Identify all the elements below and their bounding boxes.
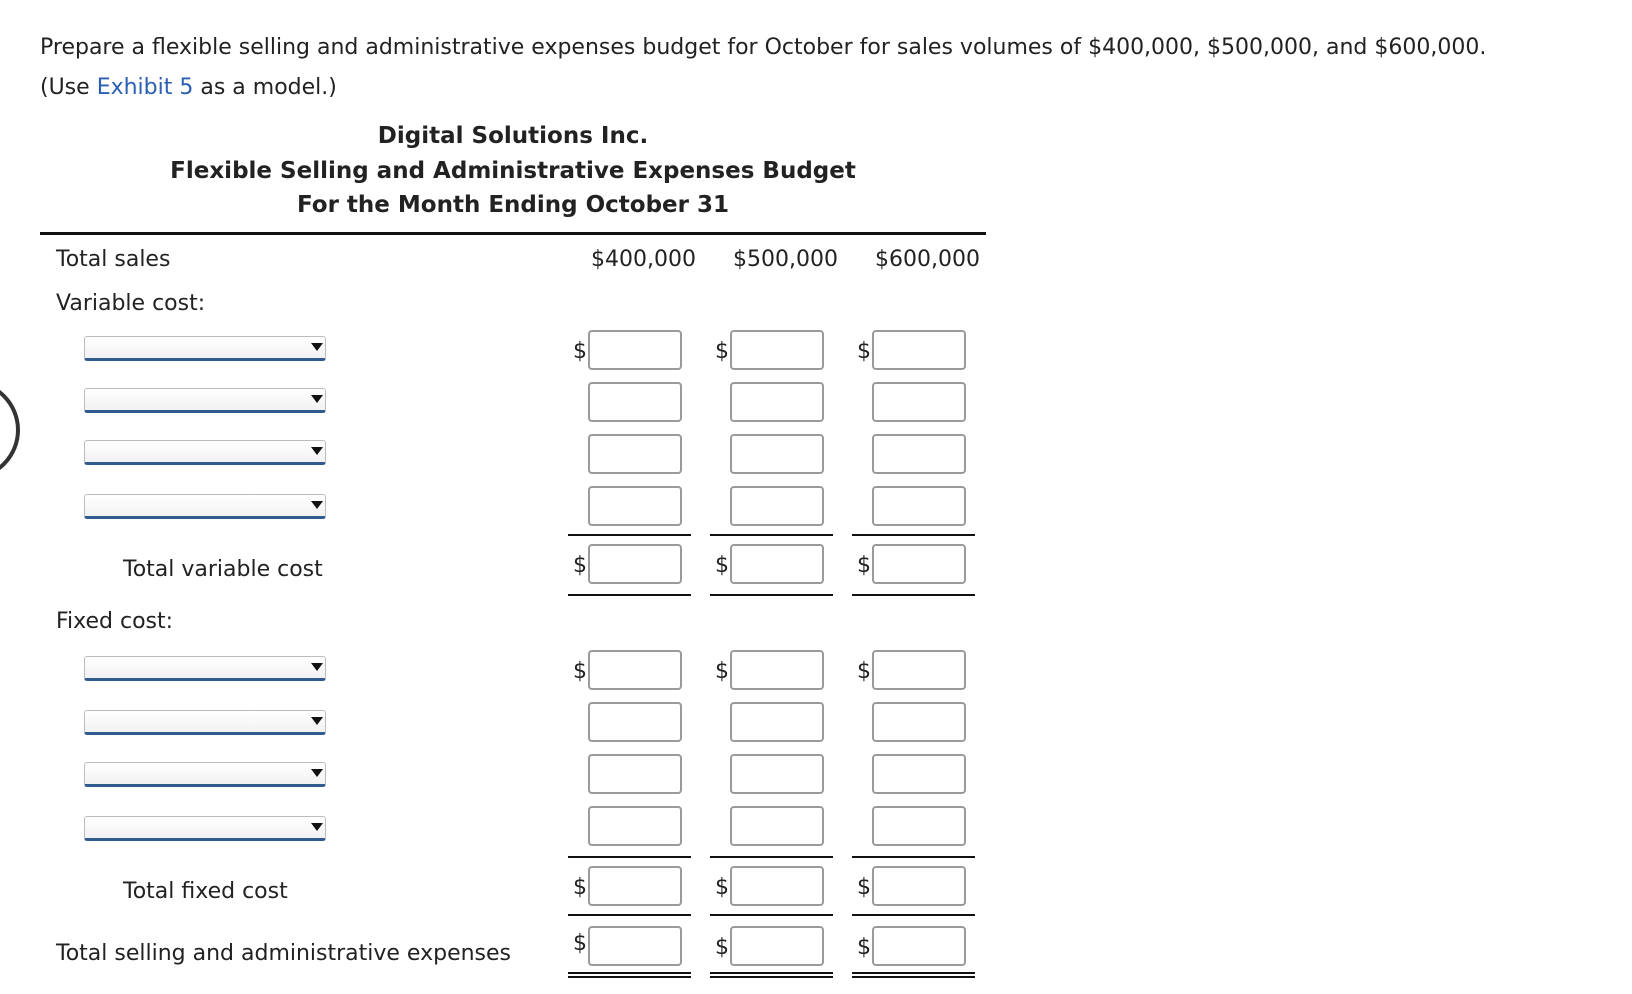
variable-cost-3-col-3[interactable] bbox=[872, 434, 966, 474]
total-fixed-cost-label: Total fixed cost bbox=[123, 879, 288, 904]
instructions-suffix: as a model.) bbox=[193, 75, 337, 100]
total-expenses-label: Total selling and administrative expenses bbox=[56, 941, 512, 966]
dollar-sign: $ bbox=[857, 875, 871, 900]
total-rule bbox=[852, 914, 975, 916]
column-header-500k: $500,000 bbox=[733, 247, 838, 272]
fixed-cost-select-4[interactable] bbox=[84, 816, 326, 841]
variable-cost-3-col-2[interactable] bbox=[730, 434, 824, 474]
variable-cost-2-col-1[interactable] bbox=[588, 382, 682, 422]
header-rule bbox=[40, 232, 986, 235]
fixed-cost-3-col-1[interactable] bbox=[588, 754, 682, 794]
dollar-sign: $ bbox=[857, 553, 871, 578]
fixed-cost-select-3[interactable] bbox=[84, 762, 326, 787]
double-rule bbox=[852, 972, 975, 978]
dropdown-arrow-icon bbox=[311, 395, 323, 403]
company-name: Digital Solutions Inc. bbox=[377, 123, 649, 149]
total-fixed-cost-col-2[interactable] bbox=[730, 866, 824, 906]
fixed-cost-select-2[interactable] bbox=[84, 710, 326, 735]
dollar-sign: $ bbox=[573, 339, 587, 364]
subtotal-rule bbox=[568, 534, 691, 536]
total-rule bbox=[568, 594, 691, 596]
variable-cost-1-col-1[interactable] bbox=[588, 330, 682, 370]
fixed-cost-3-col-2[interactable] bbox=[730, 754, 824, 794]
subtotal-rule bbox=[710, 534, 833, 536]
fixed-cost-2-col-3[interactable] bbox=[872, 702, 966, 742]
report-title: Flexible Selling and Administrative Expenses Budget bbox=[170, 158, 856, 184]
dropdown-arrow-icon bbox=[311, 663, 323, 671]
dollar-sign: $ bbox=[573, 553, 587, 578]
variable-cost-select-1[interactable] bbox=[84, 336, 326, 361]
double-rule bbox=[710, 972, 833, 978]
variable-cost-label: Variable cost: bbox=[56, 291, 206, 316]
total-fixed-cost-col-1[interactable] bbox=[588, 866, 682, 906]
total-rule bbox=[710, 914, 833, 916]
subtotal-rule bbox=[852, 534, 975, 536]
dollar-sign: $ bbox=[715, 875, 729, 900]
subtotal-rule bbox=[710, 856, 833, 858]
column-header-400k: $400,000 bbox=[591, 247, 696, 272]
double-rule bbox=[568, 972, 691, 978]
dropdown-arrow-icon bbox=[311, 717, 323, 725]
total-rule bbox=[568, 914, 691, 916]
dropdown-arrow-icon bbox=[311, 447, 323, 455]
dollar-sign: $ bbox=[715, 553, 729, 578]
dropdown-arrow-icon bbox=[311, 501, 323, 509]
dollar-sign: $ bbox=[715, 659, 729, 684]
dollar-sign: $ bbox=[715, 935, 729, 960]
subtotal-rule bbox=[852, 856, 975, 858]
total-variable-cost-label: Total variable cost bbox=[123, 557, 323, 582]
instructions-prefix: (Use bbox=[40, 75, 97, 100]
dollar-sign: $ bbox=[573, 659, 587, 684]
column-header-600k: $600,000 bbox=[875, 247, 980, 272]
variable-cost-select-4[interactable] bbox=[84, 494, 326, 519]
variable-cost-4-col-1[interactable] bbox=[588, 486, 682, 526]
report-period: For the Month Ending October 31 bbox=[296, 192, 730, 218]
total-expenses-col-2[interactable] bbox=[730, 926, 824, 966]
fixed-cost-1-col-3[interactable] bbox=[872, 650, 966, 690]
fixed-cost-3-col-3[interactable] bbox=[872, 754, 966, 794]
instructions-line-1: Prepare a flexible selling and administrative expenses budget for October for sales volumes of $400,000, $500,000, and $600,000. bbox=[40, 35, 1487, 60]
variable-cost-1-col-3[interactable] bbox=[872, 330, 966, 370]
variable-cost-1-col-2[interactable] bbox=[730, 330, 824, 370]
total-variable-cost-col-3[interactable] bbox=[872, 544, 966, 584]
dollar-sign: $ bbox=[573, 875, 587, 900]
total-rule bbox=[710, 594, 833, 596]
fixed-cost-4-col-2[interactable] bbox=[730, 806, 824, 846]
subtotal-rule bbox=[568, 856, 691, 858]
dropdown-arrow-icon bbox=[311, 343, 323, 351]
fixed-cost-select-1[interactable] bbox=[84, 656, 326, 681]
fixed-cost-1-col-1[interactable] bbox=[588, 650, 682, 690]
total-variable-cost-col-1[interactable] bbox=[588, 544, 682, 584]
fixed-cost-2-col-1[interactable] bbox=[588, 702, 682, 742]
total-expenses-col-1[interactable] bbox=[588, 926, 682, 966]
variable-cost-2-col-2[interactable] bbox=[730, 382, 824, 422]
fixed-cost-2-col-2[interactable] bbox=[730, 702, 824, 742]
fixed-cost-1-col-2[interactable] bbox=[730, 650, 824, 690]
edge-circle-icon bbox=[0, 380, 20, 480]
variable-cost-select-2[interactable] bbox=[84, 388, 326, 413]
fixed-cost-label: Fixed cost: bbox=[56, 609, 174, 634]
variable-cost-2-col-3[interactable] bbox=[872, 382, 966, 422]
dropdown-arrow-icon bbox=[311, 769, 323, 777]
dollar-sign: $ bbox=[857, 935, 871, 960]
variable-cost-4-col-3[interactable] bbox=[872, 486, 966, 526]
fixed-cost-4-col-1[interactable] bbox=[588, 806, 682, 846]
fixed-cost-4-col-3[interactable] bbox=[872, 806, 966, 846]
total-fixed-cost-col-3[interactable] bbox=[872, 866, 966, 906]
total-sales-label: Total sales bbox=[56, 247, 171, 272]
exhibit-5-link[interactable]: Exhibit 5 bbox=[96, 75, 194, 100]
total-variable-cost-col-2[interactable] bbox=[730, 544, 824, 584]
dollar-sign: $ bbox=[715, 339, 729, 364]
dropdown-arrow-icon bbox=[311, 823, 323, 831]
dollar-sign: $ bbox=[573, 931, 587, 956]
instructions-line-2 bbox=[40, 74, 337, 102]
dollar-sign: $ bbox=[857, 339, 871, 364]
dollar-sign: $ bbox=[857, 659, 871, 684]
variable-cost-select-3[interactable] bbox=[84, 440, 326, 465]
total-rule bbox=[852, 594, 975, 596]
variable-cost-4-col-2[interactable] bbox=[730, 486, 824, 526]
total-expenses-col-3[interactable] bbox=[872, 926, 966, 966]
variable-cost-3-col-1[interactable] bbox=[588, 434, 682, 474]
